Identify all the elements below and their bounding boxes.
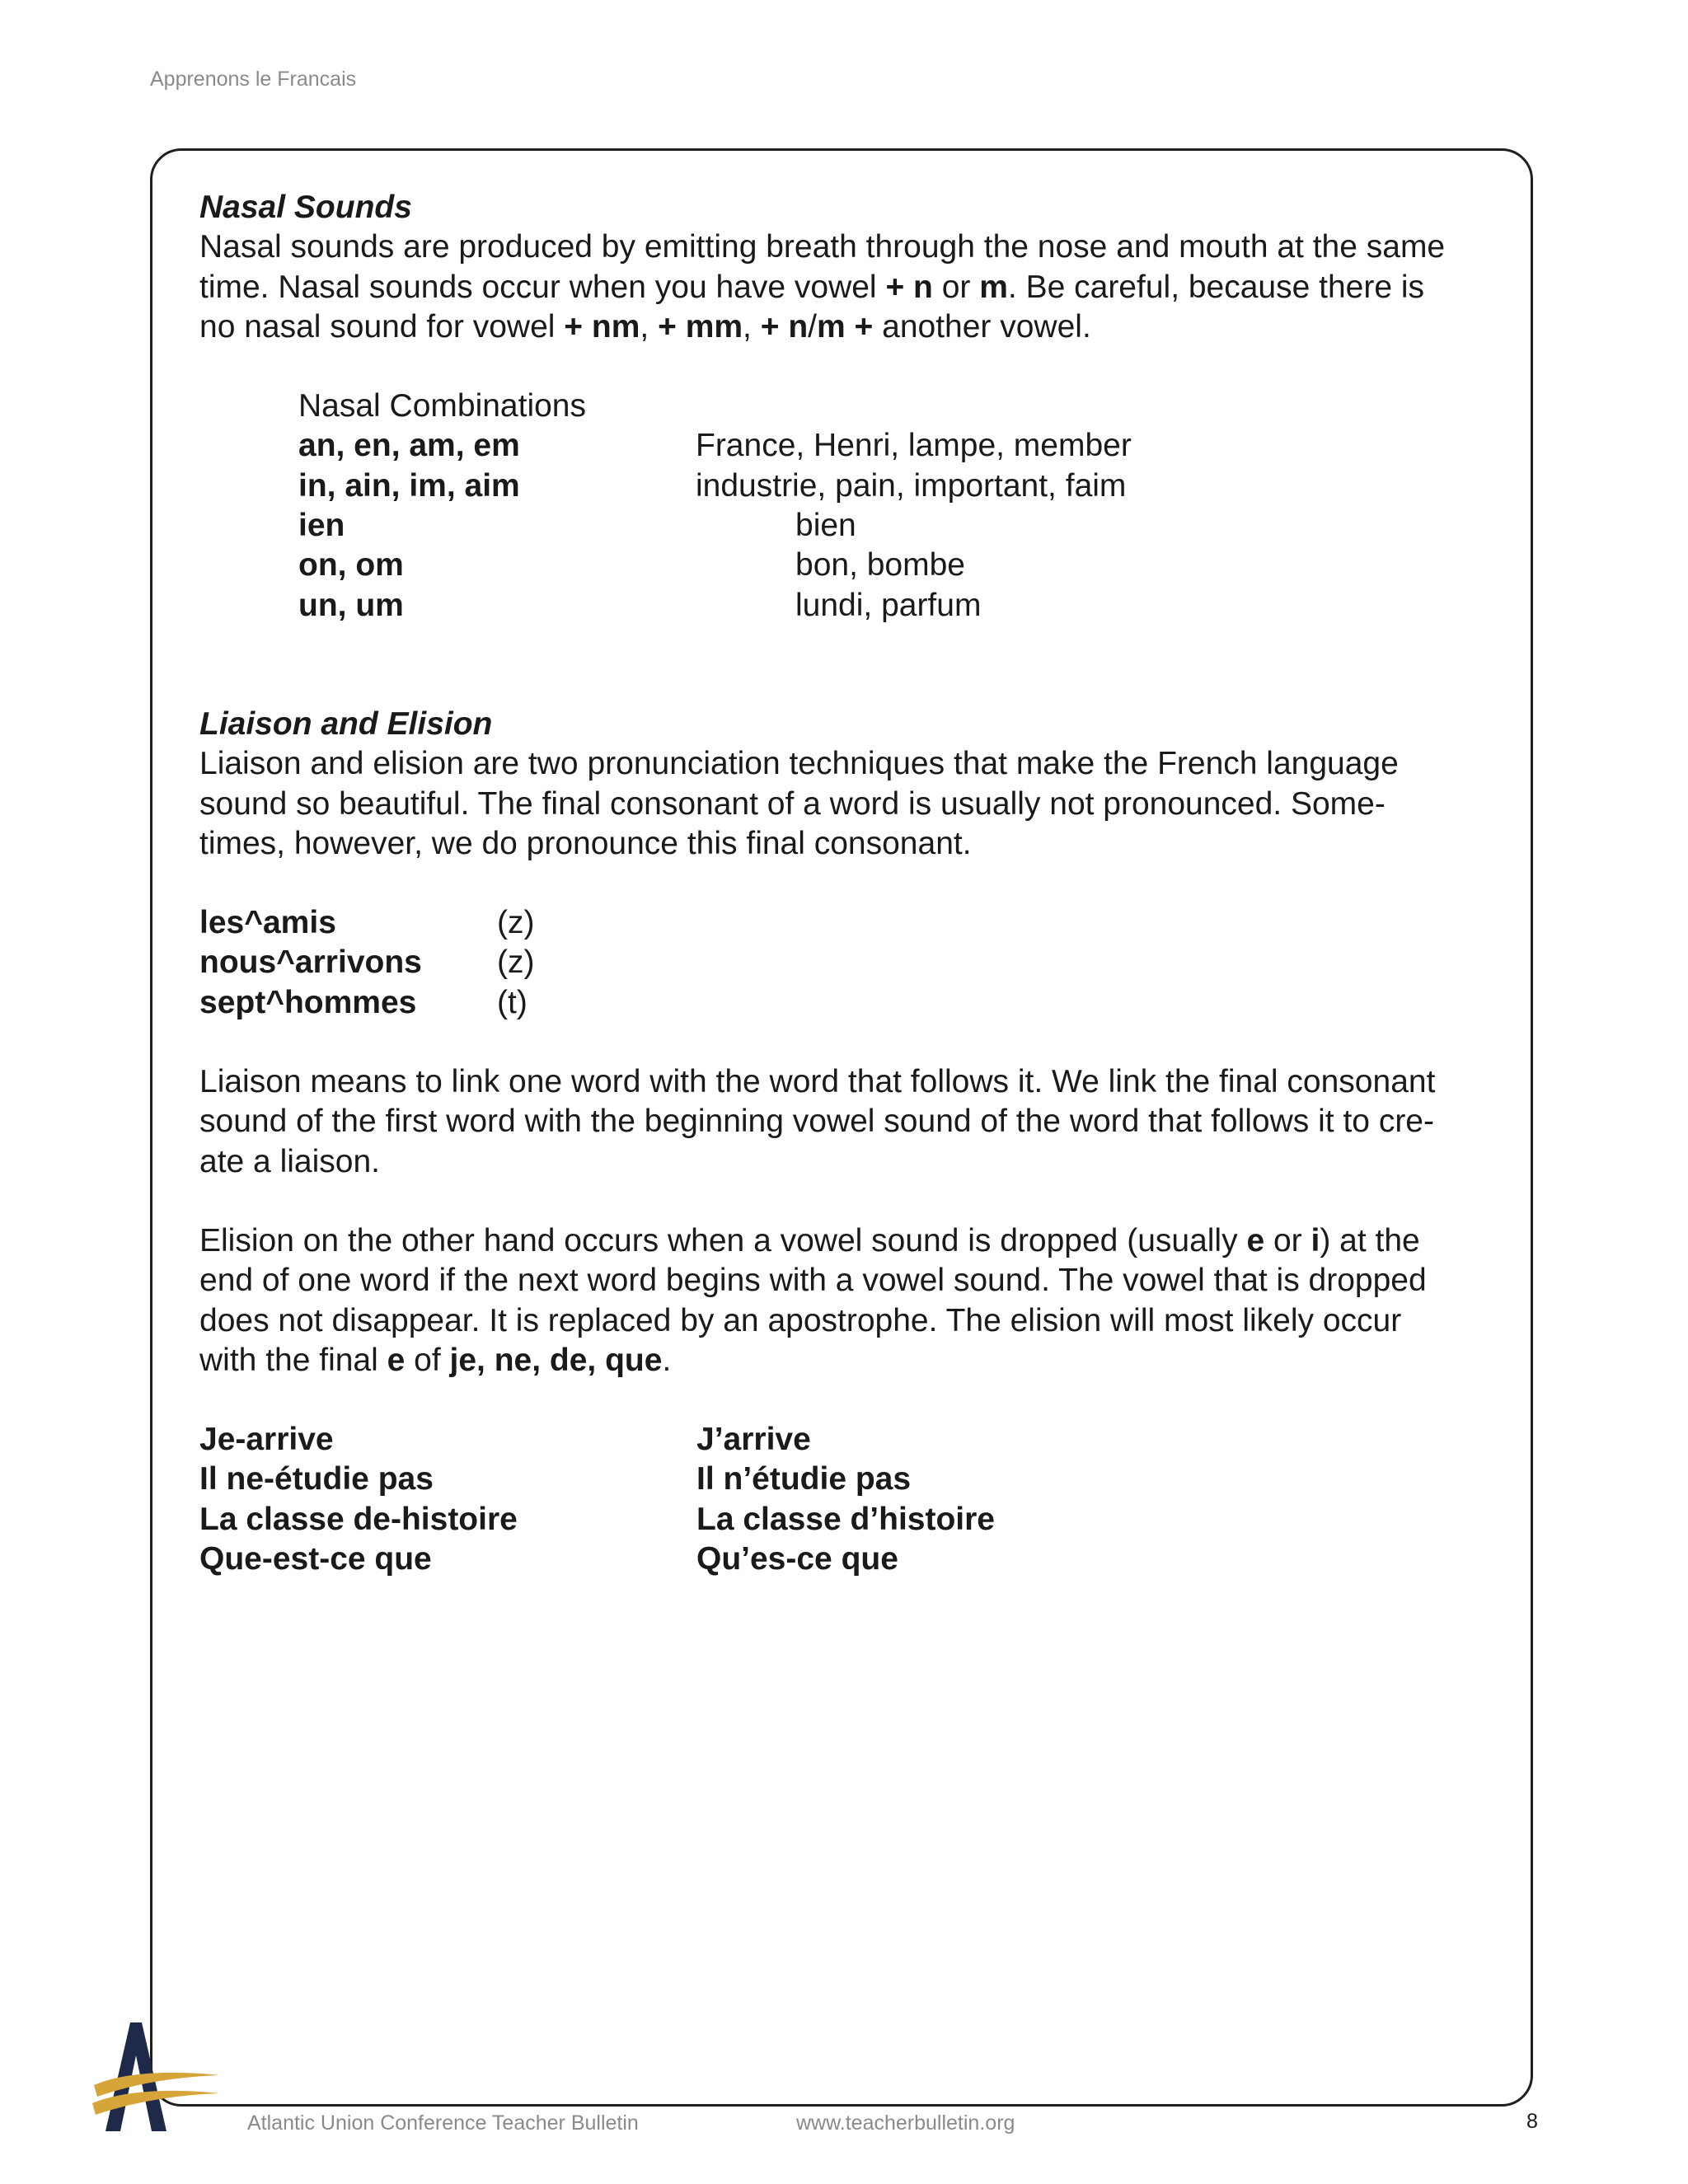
paragraph-line: ate a liaison.	[199, 1143, 380, 1179]
paragraph-line: sound of the first word with the beginning vowel sound of the word that follows it to cre-	[199, 1104, 1434, 1140]
table-row: ien bien	[298, 508, 856, 544]
elision-examples	[199, 1420, 1502, 1579]
nasal-combinations-table	[298, 387, 1502, 626]
table-row: in, ain, im, aim industrie, pain, important, faim	[298, 467, 1127, 504]
footer-publication: Atlantic Union Conference Teacher Bulletin	[247, 2111, 639, 2135]
paragraph-line: no nasal sound for vowel + nm, + mm, + n/m + another vowel.	[199, 308, 1091, 344]
paragraph-line: end of one word if the next word begins with a vowel sound. The vowel that is dropped	[199, 1263, 1427, 1299]
list-item: nous^arrivons (z)	[199, 944, 535, 981]
page-number: 8	[1526, 2110, 1538, 2133]
footer-url: www.teacherbulletin.org	[796, 2111, 1015, 2135]
paragraph-line: Liaison means to link one word with the word that follows it. We link the final consonant	[199, 1064, 1436, 1100]
nasal-sounds-section	[199, 188, 1502, 626]
paragraph-line: time. Nasal sounds occur when you have vowel + n or m. Be careful, because there is	[199, 269, 1425, 305]
page-content	[199, 188, 1502, 1579]
section-title: Liaison and Elision	[199, 705, 493, 742]
list-item: sept^hommes (t)	[199, 984, 528, 1020]
paragraph-line: does not disappear. It is replaced by an apostrophe. The elision will most likely occur	[199, 1302, 1402, 1338]
table-row: on, om bon, bombe	[298, 547, 965, 583]
atlantic-union-logo-icon	[91, 2022, 223, 2138]
liaison-examples	[199, 903, 1502, 1023]
paragraph-line: Nasal sounds are produced by emitting breath through the nose and mouth at the same	[199, 229, 1446, 265]
paragraph-line: Liaison and elision are two pronunciation techniques that make the French language	[199, 746, 1399, 782]
list-item: La classe de-histoire La classe d’histoire	[199, 1501, 995, 1537]
list-item: Il ne-étudie pas Il n’étudie pas	[199, 1461, 912, 1497]
running-header: Apprenons le Francais	[150, 68, 357, 91]
table-row: an, en, am, em France, Henri, lampe, member	[298, 428, 1132, 464]
paragraph-line: with the final e of je, ne, de, que.	[199, 1342, 672, 1378]
list-item: les^amis (z)	[199, 905, 535, 941]
paragraph-line: times, however, we do pronounce this final consonant.	[199, 825, 972, 861]
list-item: Je-arrive J’arrive	[199, 1422, 811, 1458]
section-title: Nasal Sounds	[199, 190, 412, 225]
table-row: un, um lundi, parfum	[298, 587, 982, 623]
table-title: Nasal Combinations	[298, 388, 587, 424]
liaison-elision-section	[199, 705, 1502, 1579]
paragraph-line: sound so beautiful. The final consonant of a word is usually not pronounced. Some-	[199, 785, 1386, 822]
paragraph-line: Elision on the other hand occurs when a vowel sound is dropped (usually e or i) at the	[199, 1222, 1420, 1258]
list-item: Que-est-ce que Qu’es-ce que	[199, 1541, 898, 1577]
